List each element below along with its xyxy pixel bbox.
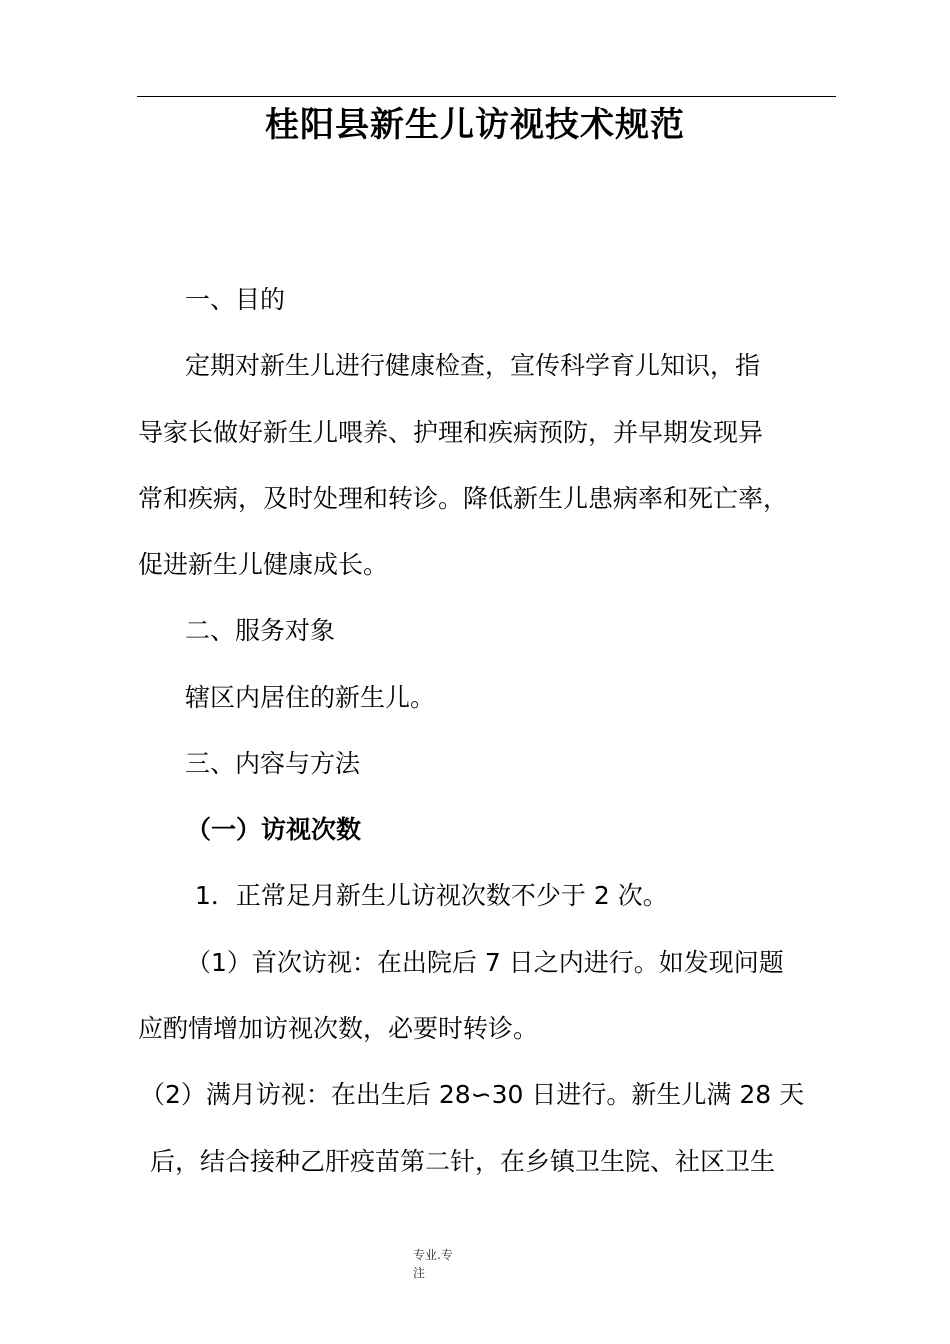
footer-line: 注 [413, 1266, 426, 1280]
header-rule [137, 96, 836, 97]
subsection-heading-visit-count: （一）访视次数 [186, 815, 362, 844]
section-heading-service-target: 二、服务对象 [185, 616, 336, 645]
paragraph-line: 应酌情增加访视次数，必要时转诊。 [138, 1014, 539, 1043]
list-item: 1．正常足月新生儿访视次数不少于 2 次。 [195, 881, 668, 910]
paragraph-line: 后，结合接种乙肝疫苗第二针，在乡镇卫生院、社区卫生 [150, 1147, 776, 1176]
paragraph-line: 辖区内居住的新生儿。 [185, 683, 436, 712]
section-heading-content-method: 三、内容与方法 [185, 749, 361, 778]
paragraph-line: 定期对新生儿进行健康检查，宣传科学育儿知识，指 [185, 351, 761, 380]
section-heading-purpose: 一、目的 [185, 285, 286, 314]
footer-line: 专业.专 [413, 1248, 453, 1262]
paragraph-line: 导家长做好新生儿喂养、护理和疾病预防，并早期发现异 [138, 418, 764, 447]
list-item: （1）首次访视：在出院后 7 日之内进行。如发现问题 [186, 948, 784, 977]
paragraph-line: 促进新生儿健康成长。 [138, 550, 389, 579]
page-footer [413, 1246, 453, 1282]
document-title: 桂阳县新生儿访视技术规范 [265, 105, 685, 145]
list-item: （2）满月访视：在出生后 28∽30 日进行。新生儿满 28 天 [140, 1080, 805, 1109]
paragraph-line: 常和疾病，及时处理和转诊。降低新生儿患病率和死亡率， [138, 484, 789, 513]
